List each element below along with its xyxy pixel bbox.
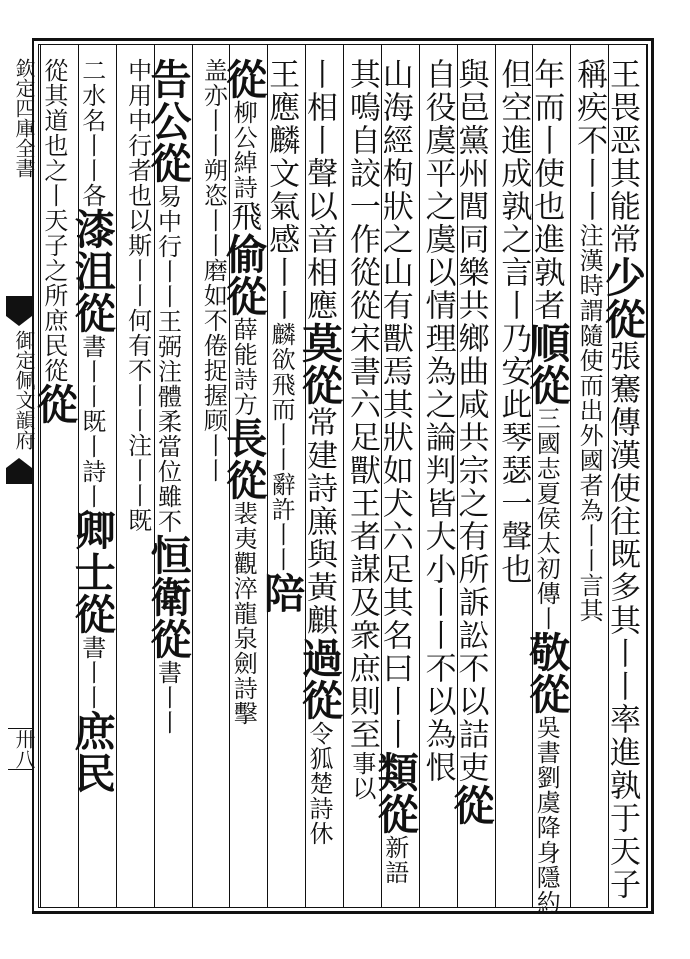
book-series-title: 欽定四庫全書 (12, 58, 36, 178)
heading-phrase: 從 (29, 383, 78, 425)
text-column (219, 58, 268, 898)
text-column (120, 58, 150, 898)
column-divider (646, 44, 647, 908)
body-text: 飛 (225, 200, 262, 233)
heading-phrase: 告公從 (143, 58, 192, 184)
text-column (598, 58, 646, 901)
text-column (67, 58, 116, 898)
annotation-text: 注漢時謂隨使而出外國者為丨丨言其 (575, 223, 604, 623)
annotation-text: 辭許丨丨 (267, 472, 296, 572)
heading-phrase: 卿士從 (67, 509, 116, 635)
annotation-text: 三國志夏侯太初傳丨 (532, 406, 561, 631)
heading-phrase: 陪 (257, 572, 306, 614)
body-text: 年而丨使也進孰者 (528, 58, 565, 322)
body-text: 稱疾不丨丨 (571, 58, 608, 223)
heading-phrase: 從 (446, 784, 495, 826)
heading-phrase: 長從 (219, 417, 268, 501)
annotation-text: 磨如不倦捉握顾丨丨 (199, 258, 228, 483)
book-name: 御定佩文韻府 (12, 330, 36, 450)
fish-tail-top (6, 296, 32, 316)
heading-phrase: 過從 (295, 637, 343, 721)
text-column (29, 58, 78, 898)
body-text: 丨乃安此琴瑟一聲也 (495, 289, 532, 586)
text-column (419, 58, 456, 898)
annotation-text: 令狐楚詩休 (305, 721, 333, 846)
annotation-text: 從其道也 (39, 58, 68, 158)
text-column (257, 58, 306, 898)
annotation-text: 朔恣丨丨 (199, 158, 228, 258)
text-column (495, 58, 532, 898)
annotation-text: 吳書劉虞降身隱約 (532, 715, 561, 915)
heading-phrase: 敬從 (522, 631, 571, 715)
body-text: 自役虞平之虞以情理為之論判皆大小丨丨不以為恨 (419, 58, 456, 784)
annotation-text: 柳公綽詩 (229, 100, 258, 200)
fish-tail-bottom (6, 468, 32, 484)
column-divider (192, 44, 193, 908)
column-divider (116, 44, 117, 908)
annotation-text: 麟欲飛而丨丨 (267, 322, 296, 472)
annotation-text: 中用中行者也以斯丨丨何有不丨 (123, 58, 152, 408)
annotation-text: 裴夷觀淬龍泉劍詩擊 (229, 501, 258, 726)
body-text: 丨相丨聲以音相應 (301, 58, 337, 322)
heading-phrase: 莫從 (295, 322, 343, 406)
heading-phrase: 從 (219, 58, 268, 100)
body-text: 王畏恶其能常 (604, 58, 640, 256)
heading-phrase: 類從 (370, 751, 419, 835)
annotation-text: 事以 (347, 751, 376, 801)
annotation-text: 庶民從 (39, 308, 68, 383)
heading-phrase: 偷從 (219, 233, 268, 317)
text-column (446, 58, 495, 898)
text-column (295, 58, 343, 898)
text-column (143, 58, 192, 898)
body-text: 常建詩㢘與黃麒 (301, 406, 337, 637)
margin-title (6, 58, 34, 178)
annotation-text: 之丨天子之所 (39, 158, 68, 308)
annotation-text: 書丨丨既丨詩丨 (77, 334, 106, 509)
annotation-text: 盖亦丨丨 (199, 58, 228, 158)
heading-phrase: 庶民 (67, 710, 116, 794)
annotation-text: 新語 (380, 835, 409, 885)
annotation-text: 丨注丨丨既 (123, 408, 152, 533)
annotation-text: 易中行丨丨王弼注體柔當位雖不 (153, 184, 182, 534)
text-column (522, 58, 571, 915)
annotation-text: 書丨丨 (77, 635, 106, 710)
body-text: 山海經枸狀之山有獸焉其狀如犬六足其名曰丨丨 (376, 58, 413, 751)
annotation-text: 書丨丨 (153, 660, 182, 735)
text-column (571, 58, 608, 898)
heading-phrase: 少從 (598, 256, 646, 340)
annotation-text: 二水名丨丨各 (77, 58, 106, 208)
page-number: 卅八 (8, 728, 34, 770)
body-text: 與邑黨州閭同樂共鄉曲咸共宗之有所訴訟不以詰吏 (452, 58, 489, 784)
heading-phrase: 漆沮從 (67, 208, 116, 334)
heading-phrase: 恒衛從 (143, 534, 192, 660)
text-column (196, 58, 226, 898)
body-text: 王應麟文氣感丨丨 (263, 58, 300, 322)
heading-phrase: 順從 (522, 322, 571, 406)
body-text: 但空進成孰之言 (495, 58, 532, 289)
body-text: 其鳴自詨一作從從宋書六足獸王者謀及衆庶則至 (343, 58, 380, 751)
text-column (343, 58, 380, 898)
text-column (370, 58, 419, 898)
body-text: 張騫傳漢使往既多其丨丨率進孰于天子 (604, 340, 640, 901)
annotation-text: 薛能詩方 (229, 317, 258, 417)
